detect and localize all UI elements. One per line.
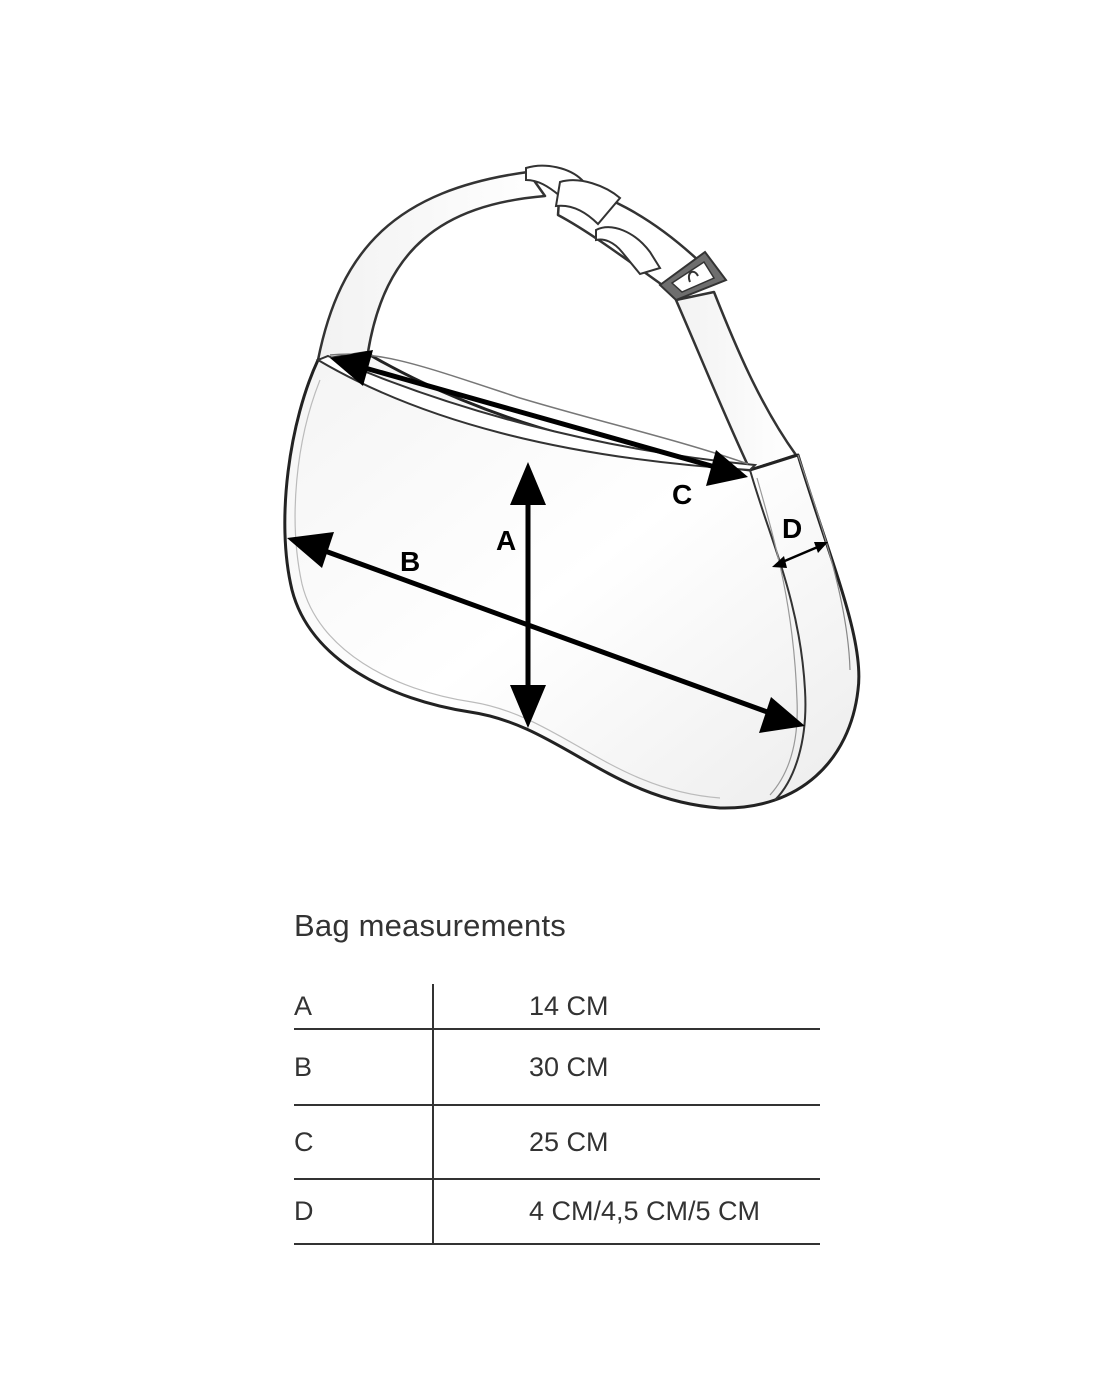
label-b: B [400,546,421,577]
table-row [294,1179,820,1244]
row-key: A [294,984,433,1029]
row-value: 25 CM [433,1105,820,1179]
row-value: 14 CM [433,984,820,1029]
measurements-table [294,984,820,1245]
row-value: 30 CM [433,1029,820,1105]
row-key: B [294,1029,433,1105]
row-key: D [294,1179,433,1244]
table-row [294,1105,820,1179]
table-row [294,984,820,1029]
table-row [294,1029,820,1105]
label-a: A [496,525,517,556]
row-value: 4 CM/4,5 CM/5 CM [433,1179,820,1244]
label-d: D [782,513,803,544]
label-c: C [672,479,693,510]
measurements-title: Bag measurements [294,908,566,943]
row-key: C [294,1105,433,1179]
